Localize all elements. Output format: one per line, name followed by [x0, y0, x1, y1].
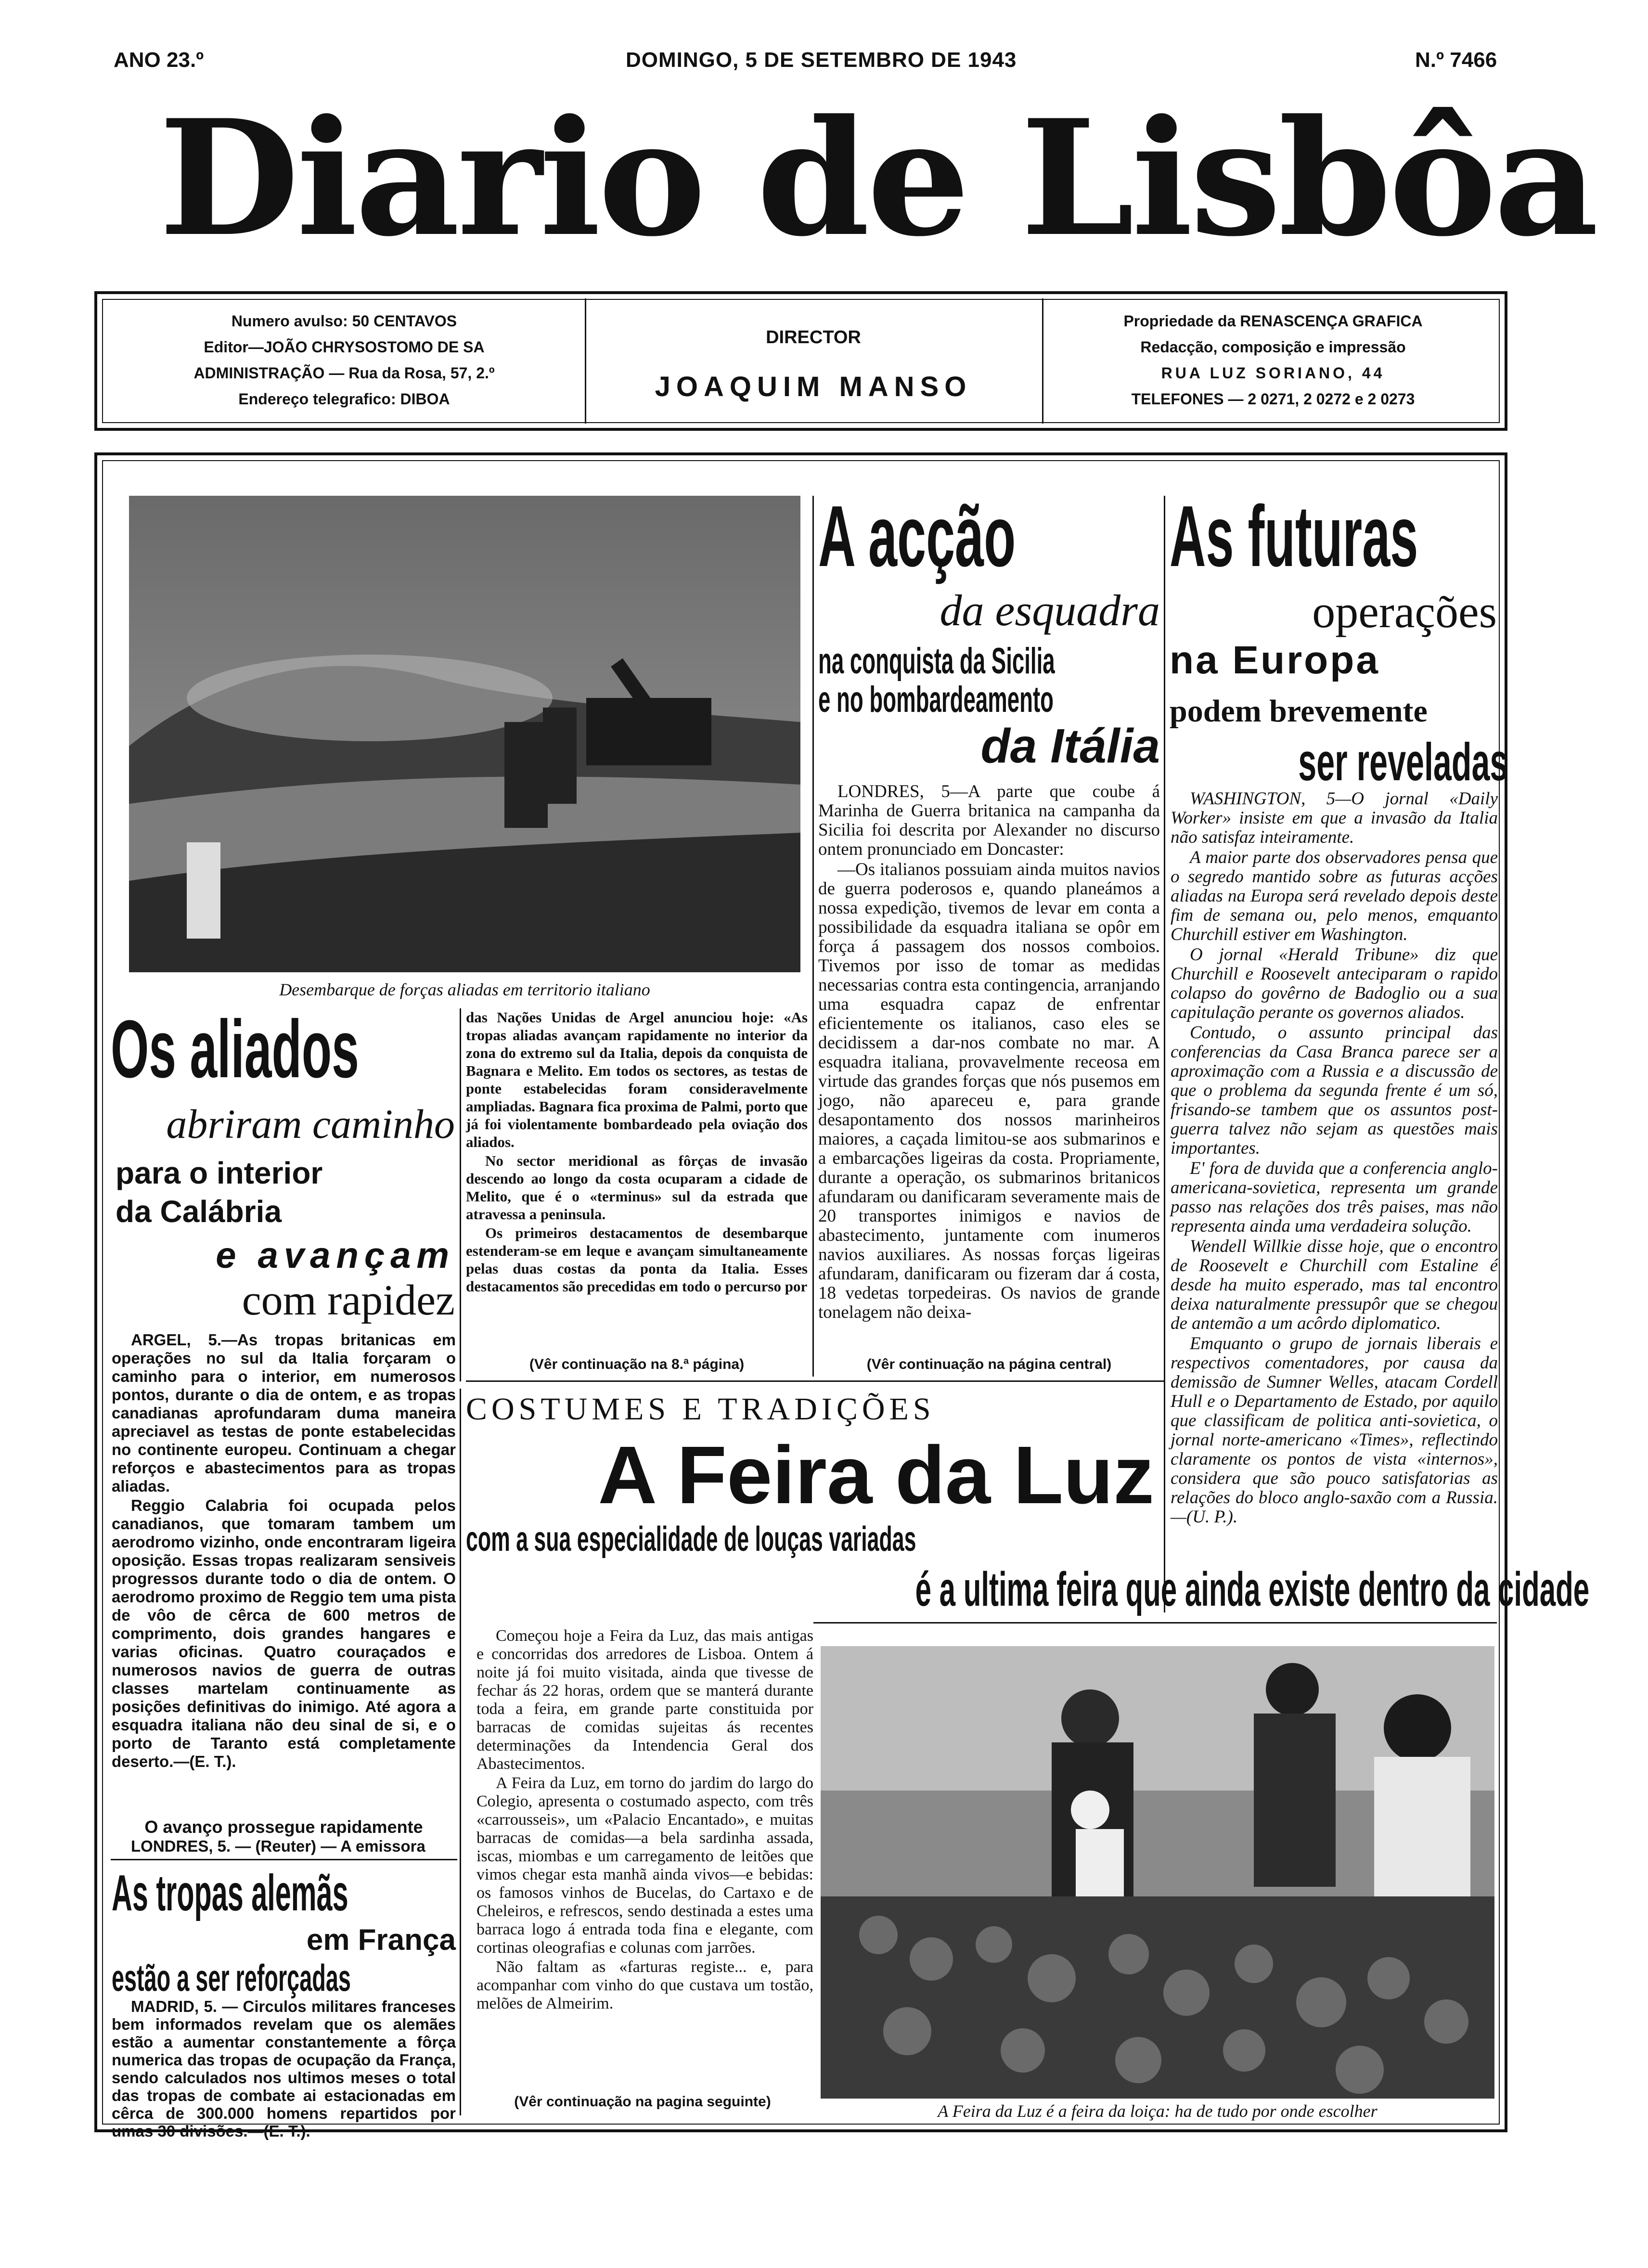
aliados-h5: e avançam — [216, 1235, 455, 1276]
info-left — [106, 308, 582, 412]
accao-h4: da Itália — [980, 719, 1160, 773]
info-left-line-3: ADMINISTRAÇÃO — Rua da Rosa, 57, 2.º — [193, 364, 495, 382]
aliados-h1-wrap — [111, 1004, 457, 1095]
aliados-body — [112, 1331, 456, 1817]
aliados-h3: para o interior — [116, 1156, 323, 1190]
feira-para-2: A Feira da Luz, em torno do jardim do largo do Colegio, apresenta o costumado aspecto, com três «carrousseis», um «Palacio Encantado», e muitas barracas de comidas—a bela sardinha assada, iscas, miombas e um carregamento de leitões que vimos chegar esta manhã ainda vivos—e bebidas: os famosos vinhos de Bucelas, do Cartaxo e de Cheleiros, e refrescos, sendo destinada a estes uma barraca logo á entrada toda fina e elegante, com cortinas oleografias e colunas com jarrões. — [476, 1774, 813, 1957]
tropas-body: MADRID, 5. — Circulos militares franceses bem informados revelam que os alemães estão a aumentar constantemente a fôrça numerica das tropas de ocupação da França, sendo calculados nos ultimos meses o total das tropas de combate ai estacionadas em cêrca de 300.000 homens repartidos por umas 30 divisões.—(E. T.). — [112, 1997, 456, 2140]
accao-h3b-wrap — [818, 681, 1165, 720]
feira-h1: A Feira da Luz — [598, 1430, 1154, 1521]
aliados-para-2: Reggio Calabria foi ocupada pelos canadianos, que tomaram tambem um aerodromo vizinho, onde encontraram ligeira oposição. Essas tropas realizaram sensiveis progressos durante todo o dia de ontem. O aerodromo proximo de Reggio tem uma pista de vôo de cêrca de 600 metros de comprimento, dois grandes hangares e varias oficinas. Quatro couraçados e numerosos navios de guerra de outras classes martelam continuamente as posições definitivas do inimigo. Até agora a esquadra italiana não deu sinal de si, e o porto de Taranto está completamente deserto.—(E. T.). — [112, 1496, 456, 1770]
feira-h2-wrap — [466, 1521, 1164, 1559]
futuras-para-1: WASHINGTON, 5—O jornal «Daily Worker» insiste em que a invasão da Italia não satisfaz inteiramente. — [1171, 789, 1498, 847]
feira-body — [476, 1627, 813, 2075]
futuras-para-3: O jornal «Herald Tribune» diz que Churchill e Roosevelt anteciparam o rapido colapso do govêrno de Badoglio ou a sua capitulação perante os governos aliados. — [1171, 945, 1498, 1022]
masthead-number: N.º 7466 — [1415, 48, 1497, 72]
futuras-h5-wrap — [1170, 733, 1508, 792]
landing-photo — [129, 496, 800, 972]
aliados-col2-para-3: Os primeiros destacamentos de desembarque estenderam-se em leque e avançam simultaneamente pelas duas costas da ponta da Italia. Esses destacamentos são precedidas em todo o percurso por — [466, 1224, 808, 1295]
masthead-title-text: Diario de Lisbôa — [159, 85, 1596, 271]
tropas-h1: As tropas alemãs — [112, 1865, 348, 1921]
aliados-subhead: O avanço prossegue rapidamente — [144, 1817, 423, 1837]
tropas-h2: em França — [306, 1923, 456, 1957]
tropas-h3: estão a ser reforçadas — [112, 1957, 351, 1999]
accao-h3b: e no bombardeamento — [818, 679, 1054, 720]
accao-h3a: na conquista da Sicilia — [818, 641, 1055, 682]
feira-photo-image — [821, 1646, 1494, 2099]
futuras-h2: operações — [1312, 586, 1497, 637]
feira-h2: com a sua especialidade de louças variadas — [466, 1520, 916, 1559]
masthead-year: ANO 23.º — [114, 48, 204, 72]
info-director-name: JOAQUIM MANSO — [655, 371, 972, 402]
masthead-date: DOMINGO, 5 DE SETEMBRO DE 1943 — [626, 48, 1017, 72]
futuras-para-7: Emquanto o grupo de jornais liberais e respectivos comentadores, por causa da demissão de Sumner Welles, atacam Cordell Hull e o Departamento de Estado, por aquilo que classificam de politica anti-sovietica, o jornal norte-americano «Times», reflectindo claramente os pontos de vista «internos», considera que são pouco satisfatorias as relações do bloco anglo-saxão com a Russia.—(U. P.). — [1171, 1334, 1498, 1527]
aliados-para-1: ARGEL, 5.—As tropas britanicas em operações no sul da Italia forçaram o caminho para o interior, em numerosos pontos, durante o dia de ontem, e as tropas canadianas aprofundaram duma maneira apreciavel as testas de ponte estabelecidas no continente europeu. Continuam a chegar reforços e abastecimentos para as tropas aliadas. — [112, 1331, 456, 1495]
aliados-h1: Os aliados — [111, 1004, 359, 1095]
futuras-h1-wrap — [1170, 488, 1497, 585]
accao-h1: A acção — [818, 488, 1016, 585]
aliados-h2: abriram caminho — [166, 1101, 455, 1147]
accao-headline — [818, 488, 1160, 585]
feira-photo — [821, 1646, 1494, 2099]
info-right-line-1: Propriedade da RENASCENÇA GRAFICA — [1123, 312, 1423, 330]
futuras-para-2: A maior parte dos observadores pensa que o segredo mantido sobre as futuras acções aliadas na Europa será revelado depois deste fim de semana ou, pelo menos, emquanto Churchill estiver em Washington. — [1171, 848, 1498, 944]
info-right — [1044, 308, 1502, 412]
aliados-continuation: (Vêr continuação na 8.ª página) — [529, 1356, 745, 1372]
futuras-body — [1171, 789, 1498, 1617]
accao-h3a-wrap — [818, 643, 1165, 681]
accao-para-2: —Os italianos possuiam ainda muitos navios de guerra poderosos e, quando planeámos a nossa expedição, tivemos de levar em conta a possibilidade da esquadra italiana se opôr em força á passagem dos nossos comboios. Tivemos por isso de tomar as medidas necessarias contra esta contingencia, arranjando uma esquadra capaz de enfrentar eficientemente os italianos, caso eles se decidissem a dar-nos combate no mar. A esquadra italiana, provavelmente receosa em virtude das grandes forças que nós pusemos em jogo, não apareceu e, para grande desapontamento dos nossos marinheiros maiores, a caçada limitou-se aos submarinos e a embarcações ligeiras da costa. Propriamente, durante a operação, os submarinos britanicos afundaram ou danificaram severamente mais de 20 transportes inimigos e navios de abastecimento, juntamente com inumeros navios auxiliares. As nossas forças ligeiras afundaram, danificaram ou fizeram dar á costa, 18 vedetas torpedeiras. Os navios de grande tonelagem não deixa- — [818, 860, 1160, 1322]
info-director-label: DIRECTOR — [766, 327, 861, 348]
info-right-line-3: RUA LUZ SORIANO, 44 — [1161, 364, 1385, 382]
accao-para-1: LONDRES, 5—A parte que coube á Marinha de Guerra britanica na campanha da Sicilia foi descrita por Alexander no discurso ontem pronunciado em Doncaster: — [818, 782, 1160, 859]
accao-body — [818, 782, 1160, 1350]
masthead-title — [159, 77, 1596, 289]
feira-photo-caption: A Feira da Luz é a feira da loiça: ha de tudo por onde escolher — [938, 2101, 1378, 2121]
aliados-h6: com rapidez — [242, 1276, 455, 1324]
info-right-line-2: Redacção, composição e impressão — [1140, 338, 1406, 356]
tropas-h3-wrap — [112, 1959, 458, 1997]
futuras-para-5: E' fora de duvida que a conferencia anglo-americana-sovietica, representa um grande passo nas relações dos três paises, mas não representa ainda uma verdadeira solução. — [1171, 1159, 1498, 1236]
aliados-col2 — [466, 1008, 808, 1355]
accao-continuation: (Vêr continuação na página central) — [866, 1356, 1112, 1372]
aliados-col2-para-1: das Nações Unidas de Argel anunciou hoje: «As tropas aliadas avançam rapidamente no interior da zona do extremo sul da Italia, depois da conquista de Bagnara e Melito. Em todos os sectores, as testas de ponte estabelecidas foram consideravelmente ampliadas. Bagnara fica proxima de Palmi, porto que já foi violentamente bombardeado pela oviação dos aliados. — [466, 1009, 808, 1150]
info-left-line-4: Endereço telegrafico: DIBOA — [238, 390, 450, 408]
aliados-h4: da Calábria — [116, 1194, 282, 1229]
futuras-h1: As futuras — [1170, 488, 1418, 585]
info-right-line-4: TELEFONES — 2 0271, 2 0272 e 2 0273 — [1131, 390, 1415, 408]
feira-para-3: Não faltam as «farturas registe... e, para acompanhar com vinho do que custava um tostão, melões de Almeirim. — [476, 1958, 813, 2012]
info-left-line-2: Editor—JOÃO CHRYSOSTOMO DE SA — [204, 338, 485, 356]
feira-kicker: COSTUMES E TRADIÇÕES — [466, 1392, 935, 1427]
futuras-h3: na Europa — [1170, 638, 1380, 682]
info-left-line-1: Numero avulso: 50 CENTAVOS — [231, 312, 457, 330]
futuras-para-6: Wendell Willkie disse hoje, que o encontro de Roosevelt e Churchill com Estaline é desde ha muito esperado, mas tal encontro deixa naturalmente pressupôr que se chegou de antemão a um acôrdo diplomatico. — [1171, 1237, 1498, 1333]
aliados-col2-para-2: No sector meridional as fôrças de invasão descendo ao longo da costa ocuparam a cidade de Melito, que é o «terminus» sul da estrada que atravessa a peninsula. — [466, 1152, 808, 1223]
futuras-para-4: Contudo, o assunto principal das conferencias da Casa Branca parece ser a aproximação com a Russia e a discussão de que o problema da segunda frente é um só, frisando-se tambem que os assuntos post-guerra talvez não sejam as questões mais importantes. — [1171, 1023, 1498, 1158]
futuras-h5: ser reveladas — [1298, 733, 1508, 792]
tropas-h1-wrap — [112, 1865, 458, 1921]
aliados-tail: LONDRES, 5. — (Reuter) — A emissora — [131, 1837, 425, 1855]
landing-photo-image — [129, 496, 800, 972]
landing-photo-caption: Desembarque de forças aliadas em territorio italiano — [279, 980, 650, 999]
feira-para-1: Começou hoje a Feira da Luz, das mais antigas e concorridas dos arredores de Lisboa. Ontem á noite já foi muito visitada, ainda que tivesse de fechar ás 22 horas, ordem que se manterá durante toda a feira, em grande parte constituida por barracas de comidas sujeitas ás recentes determinações da Intendencia Geral dos Abastecimentos. — [476, 1627, 813, 1773]
futuras-h4: podem brevemente — [1170, 694, 1428, 729]
accao-h2: da esquadra — [940, 586, 1160, 635]
feira-continuation: (Vêr continuação na pagina seguinte) — [514, 2094, 771, 2110]
feira-h3: é a ultima feira que ainda existe dentro da cidade — [915, 1562, 1590, 1616]
feira-h3-wrap — [466, 1562, 1590, 1617]
